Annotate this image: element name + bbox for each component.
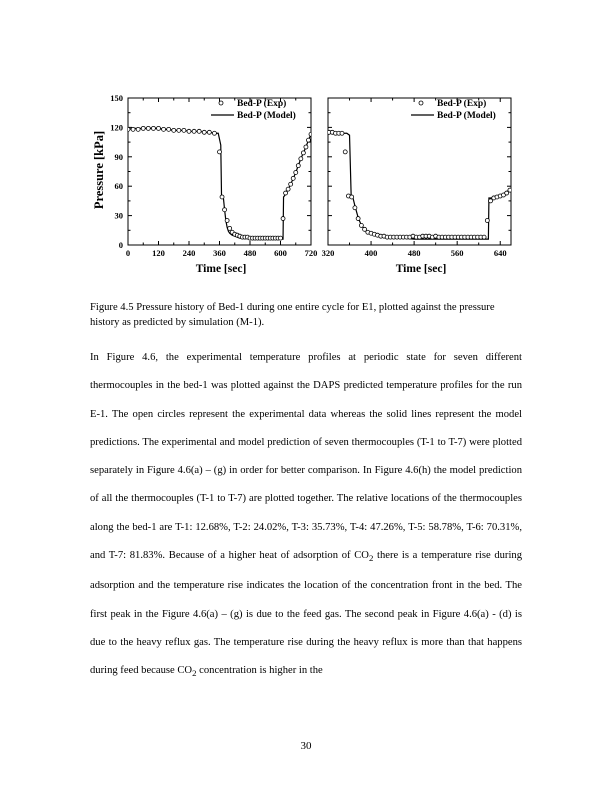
- exp-point: [212, 131, 216, 135]
- exp-point: [162, 127, 166, 131]
- figure-4-5: [0, 0, 612, 290]
- chart-panel-full-cycle: [110, 93, 317, 275]
- exp-point: [202, 130, 206, 134]
- exp-point: [291, 176, 295, 180]
- exp-point: [177, 128, 181, 132]
- x-tick-label: 360: [213, 248, 226, 258]
- chart-panel-zoomed: [322, 98, 512, 275]
- exp-point: [197, 129, 201, 133]
- exp-point: [192, 129, 196, 133]
- x-axis-label: Time [sec]: [195, 263, 247, 275]
- exp-point: [485, 219, 489, 223]
- exp-point: [482, 235, 486, 239]
- exp-point: [279, 236, 283, 240]
- y-axis-label: Pressure [kPa]: [92, 130, 106, 210]
- figure-caption: Figure 4.5 Pressure history of Bed-1 during one entire cycle for E1, plotted against the pressure history as predicted by simulation (M-1).: [90, 302, 495, 328]
- subscript-2: 2: [368, 553, 374, 564]
- legend-label: Bed-P (Model): [437, 111, 496, 121]
- x-tick-label: 400: [364, 248, 378, 258]
- exp-point: [289, 182, 293, 186]
- exp-point: [286, 187, 290, 191]
- exp-point: [126, 127, 130, 131]
- exp-point: [301, 151, 305, 155]
- x-axis-label: Time [sec]: [395, 263, 447, 275]
- series-exp-points: [327, 130, 512, 239]
- exp-point: [359, 223, 363, 227]
- body-paragraph: [90, 344, 522, 688]
- exp-point: [136, 127, 140, 131]
- exp-point: [343, 150, 347, 154]
- exp-point: [157, 126, 161, 130]
- exp-point: [167, 127, 171, 131]
- legend-label: Bed-P (Exp): [437, 99, 487, 109]
- exp-point: [182, 128, 186, 132]
- exp-point: [207, 130, 211, 134]
- exp-point: [141, 126, 145, 130]
- x-tick-label: 720: [304, 248, 318, 258]
- legend: [211, 98, 296, 121]
- x-tick-label: 320: [321, 248, 335, 258]
- series-model-line: [128, 128, 311, 239]
- body-text-part-2: there is a temperature rise during adsorption and the temperature rise indicates the location of the concentration front in the bed. The first peak in the Figure 4.6(a) – (g) is due to the feed gas. The second peak in Figure 4.6(a) - (d) is due to the heavy reflux gas. The temperature rise during the heavy reflux is more than that happens during feed because CO: [90, 550, 522, 677]
- exp-point: [220, 195, 224, 199]
- body-text-part-1: In Figure 4.6, the experimental temperature profiles at periodic state for seven different thermocouples in the bed-1 was plotted against the DAPS predicted temperature profiles for the run E-1. The open circles represent the experimental data whereas the solid lines represent the model predictions. The experimental and model prediction of seven thermocouples (T-1 to T-7) were plotted separately in Figure 4.6(a) – (g) in order for better comparison. In Figure 4.6(h) the model prediction of all the thermocouples (T-1 to T-7) are plotted together. The relative locations of the thermocouples along the bed-1 are T-1: 12.68%, T-2: 24.02%, T-3: 35.73%, T-4: 47.26%, T-5: 58.78%, T-6: 70.31%, and T-7: 81.83%. Because of a higher heat of adsorption of CO: [90, 352, 522, 562]
- exp-point: [356, 217, 360, 221]
- x-tick-label: 0: [125, 248, 131, 258]
- exp-point: [299, 157, 303, 161]
- legend-label: Bed-P (Exp): [237, 99, 287, 109]
- y-tick-label: 30: [114, 210, 123, 221]
- legend-label: Bed-P (Model): [237, 111, 296, 121]
- y-tick-label: 150: [110, 93, 123, 103]
- exp-point: [296, 164, 300, 168]
- exp-point: [187, 129, 191, 133]
- exp-point: [306, 138, 310, 142]
- x-tick-label: 640: [493, 248, 507, 258]
- exp-point: [228, 226, 232, 230]
- legend-marker-circle: [219, 101, 223, 105]
- model-line: [128, 128, 311, 239]
- x-tick-label: 600: [274, 248, 287, 258]
- y-tick-label: 0: [118, 240, 123, 250]
- x-tick-label: 240: [182, 248, 196, 258]
- exp-point: [131, 127, 135, 131]
- exp-point: [309, 132, 313, 136]
- exp-point: [146, 126, 150, 130]
- exp-point: [172, 128, 176, 132]
- series-exp-points: [126, 126, 313, 240]
- exp-point: [350, 195, 354, 199]
- exp-point: [218, 150, 222, 154]
- page-number: 30: [300, 740, 312, 752]
- exp-point: [151, 126, 155, 130]
- series-model-line: [328, 132, 511, 239]
- model-line: [328, 132, 511, 239]
- exp-point: [281, 217, 285, 221]
- legend-marker-circle: [419, 101, 423, 105]
- exp-point: [353, 206, 357, 210]
- x-tick-label: 120: [152, 248, 165, 258]
- subscript-2: 2: [192, 668, 197, 679]
- exp-point: [225, 219, 229, 223]
- exp-point: [223, 208, 227, 212]
- x-tick-label: 560: [450, 248, 464, 258]
- exp-point: [340, 131, 344, 135]
- exp-point: [304, 145, 308, 149]
- exp-point: [284, 191, 288, 195]
- x-tick-label: 480: [407, 248, 421, 258]
- body-text-part-3: concentration is higher in the: [196, 665, 323, 677]
- y-tick-label: 90: [114, 151, 123, 162]
- y-tick-label: 120: [110, 122, 123, 133]
- y-tick-label: 60: [114, 181, 123, 192]
- legend: [411, 98, 496, 121]
- exp-point: [294, 170, 298, 174]
- tick-labels: [322, 248, 507, 258]
- x-tick-label: 480: [243, 248, 257, 258]
